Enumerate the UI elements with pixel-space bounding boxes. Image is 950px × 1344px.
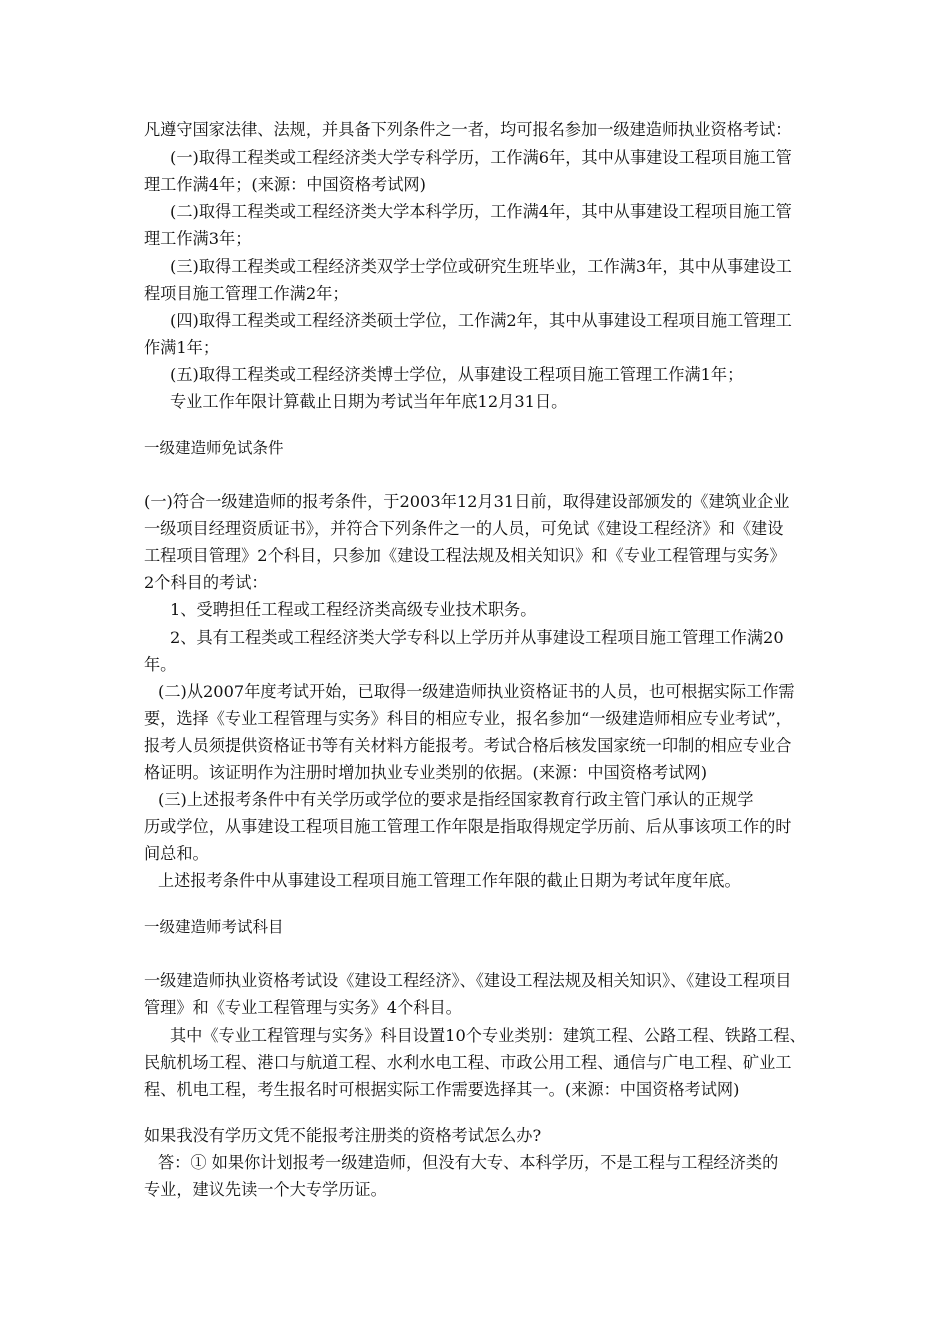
condition-4-line-2: 作满1年； xyxy=(144,338,220,357)
exemption-p4: 上述报考条件中从事建设工程项目施工管理工作年限的截止日期为考试年度年底。 xyxy=(158,871,741,890)
subjects-p2-line-2: 民航机场工程、港口与航道工程、水利水电工程、市政公用工程、通信与广电工程、矿业工 xyxy=(144,1053,792,1072)
condition-5-line: (五)取得工程类或工程经济类博士学位，从事建设工程项目施工管理工作满1年； xyxy=(170,365,744,384)
condition-2-line-1: (二)取得工程类或工程经济类大学本科学历，工作满4年，其中从事建设工程项目施工管 xyxy=(170,202,792,221)
exemption-p1-line-3: 工程项目管理》2个科目，只参加《建设工程法规及相关知识》和《专业工程管理与实务》 xyxy=(144,546,786,565)
intro-line: 凡遵守国家法律、法规，并具备下列条件之一者，均可报名参加一级建造师执业资格考试： xyxy=(144,120,792,139)
exemption-p1-line-4: 2个科目的考试： xyxy=(144,573,268,592)
exemption-item-2-line-1: 2、具有工程类或工程经济类大学专科以上学历并从事建设工程项目施工管理工作满20 xyxy=(170,628,784,647)
condition-1-line-2: 理工作满4年；(来源：中国资格考试网) xyxy=(144,175,426,194)
subjects-p2-line-1: 其中《专业工程管理与实务》科目设置10个专业类别：建筑工程、公路工程、铁路工程、 xyxy=(170,1026,806,1045)
exemption-p2-line-3: 报考人员须提供资格证书等有关材料方能报考。考试合格后核发国家统一印制的相应专业合 xyxy=(144,736,792,755)
exemption-item-1: 1、受聘担任工程或工程经济类高级专业技术职务。 xyxy=(170,600,537,619)
exemption-p2-line-4: 格证明。该证明作为注册时增加执业专业类别的依据。(来源：中国资格考试网) xyxy=(144,763,708,782)
condition-3-line-1: (三)取得工程类或工程经济类双学士学位或研究生班毕业，工作满3年，其中从事建设工 xyxy=(170,257,792,276)
subjects-p1-line-1: 一级建造师执业资格考试设《建设工程经济》、《建设工程法规及相关知识》、《建设工程项目 xyxy=(144,971,792,990)
exemption-p3-line-1: (三)上述报考条件中有关学历或学位的要求是指经国家教育行政主管门承认的正规学 xyxy=(158,790,754,809)
subjects-p2-line-3: 程、机电工程，考生报名时可根据实际工作需要选择其一。(来源：中国资格考试网) xyxy=(144,1080,740,1099)
exemption-p1-line-2: 一级项目经理资质证书》，并符合下列条件之一的人员，可免试《建设工程经济》和《建设 xyxy=(144,519,784,538)
exemption-p2-line-1: (二)从2007年度考试开始，已取得一级建造师执业资格证书的人员，也可根据实际工作需 xyxy=(158,682,795,701)
condition-1-line-1: (一)取得工程类或工程经济类大学专科学历，工作满6年，其中从事建设工程项目施工管 xyxy=(170,148,792,167)
condition-2-line-2: 理工作满3年； xyxy=(144,229,252,248)
condition-4-line-1: (四)取得工程类或工程经济类硕士学位，工作满2年，其中从事建设工程项目施工管理工 xyxy=(170,311,792,330)
subjects-heading: 一级建造师考试科目 xyxy=(144,918,284,936)
exemption-item-2-line-2: 年。 xyxy=(144,655,177,674)
exemption-p2-line-2: 要，选择《专业工程管理与实务》科目的相应专业，报名参加“一级建造师相应专业考试”， xyxy=(144,709,792,728)
answer-line-2: 专业，建议先读一个大专学历证。 xyxy=(144,1180,387,1199)
exemption-p3-line-2: 历或学位，从事建设工程项目施工管理工作年限是指取得规定学历前、后从事该项工作的时 xyxy=(144,817,792,836)
exemption-p1-line-1: (一)符合一级建造师的报考条件，于2003年12月31日前，取得建设部颁发的《建筑业企业 xyxy=(144,492,790,511)
answer-line-1: 答：① 如果你计划报考一级建造师，但没有大专、本科学历，不是工程与工程经济类的 xyxy=(158,1153,779,1172)
deadline-note: 专业工作年限计算截止日期为考试当年年底12月31日。 xyxy=(170,392,568,411)
exemption-heading: 一级建造师免试条件 xyxy=(144,439,284,457)
subjects-p1-line-2: 管理》和《专业工程管理与实务》4个科目。 xyxy=(144,998,462,1017)
exemption-p3-line-3: 间总和。 xyxy=(144,844,209,863)
question-line: 如果我没有学历文凭不能报考注册类的资格考试怎么办? xyxy=(144,1126,542,1145)
condition-3-line-2: 程项目施工管理工作满2年； xyxy=(144,284,349,303)
